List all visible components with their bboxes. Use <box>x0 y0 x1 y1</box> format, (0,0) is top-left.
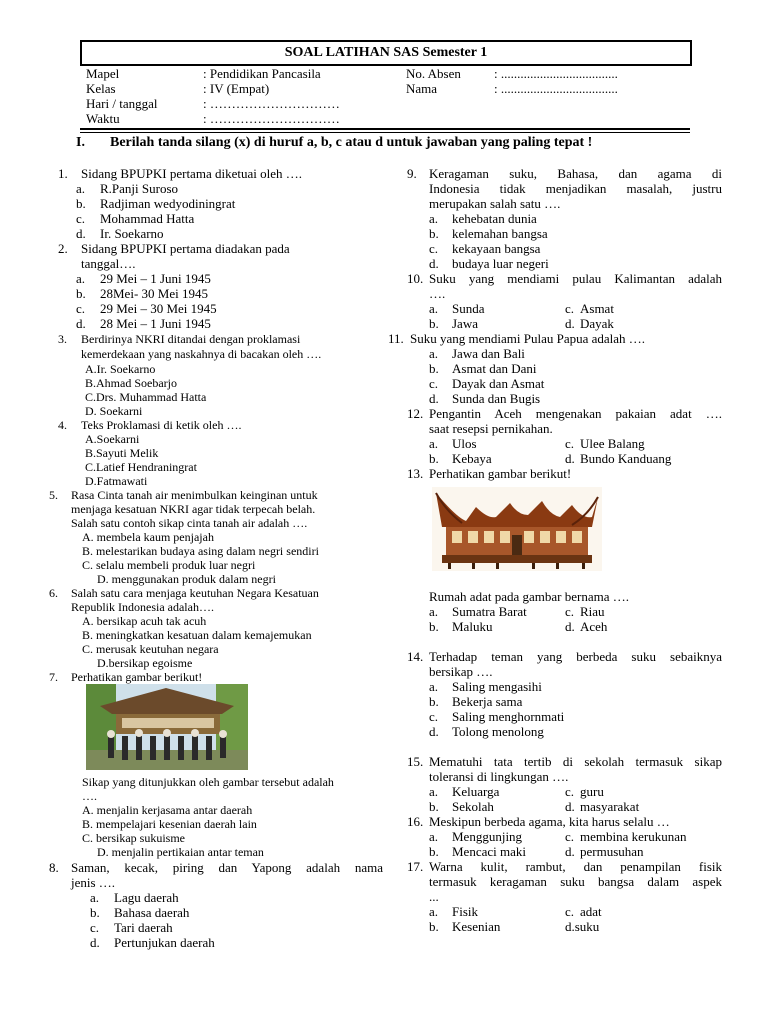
q17-c-text: adat <box>580 904 602 919</box>
q7-option-d: D. menjalin pertikaian antar teman <box>97 845 264 859</box>
kelas-value: : IV (Empat) <box>203 81 270 96</box>
q1-d-text: Ir. Soekarno <box>100 226 164 241</box>
q14-c-letter: c. <box>429 709 439 724</box>
page-title: SOAL LATIHAN SAS Semester 1 <box>80 40 692 66</box>
q6-option-c: C. merusak keutuhan negara <box>82 642 219 656</box>
q10-a-letter: a. <box>429 301 439 316</box>
q13-picture-rumah-gadang <box>432 487 602 571</box>
q5-text-line1: Rasa Cinta tanah air menimbulkan keinginan untuk <box>71 488 318 502</box>
q13-a-text: Sumatra Barat <box>452 604 527 619</box>
q14-a-text: Saling mengasihi <box>452 679 542 694</box>
q2-a-text: 29 Mei – 1 Juni 1945 <box>100 271 211 286</box>
q9-b-letter: b. <box>429 226 439 241</box>
absen-value: : .................................... <box>494 66 618 81</box>
q8-a-letter: a. <box>90 890 100 905</box>
q6-option-a: A. bersikap acuh tak acuh <box>82 614 207 628</box>
q3-text-line2: kemerdekaan yang naskahnya di bacakan oleh …. <box>81 347 322 361</box>
q5-option-d: D. menggunakan produk dalam negri <box>97 572 276 586</box>
q2-d-letter: d. <box>76 316 86 331</box>
q10-c-text: Asmat <box>580 301 614 316</box>
q12-c-text: Ulee Balang <box>580 436 645 451</box>
q15-b-text: Sekolah <box>452 799 494 814</box>
q1-c-letter: c. <box>76 211 86 226</box>
q7-number: 7. <box>49 670 58 684</box>
q7-option-c: C. bersikap sukuisme <box>82 831 185 845</box>
hari-value: : ………………………… <box>203 96 340 111</box>
q5-option-a: A. membela kaum penjajah <box>82 530 214 544</box>
q1-b-text: Radjiman wedyodiningrat <box>100 196 236 211</box>
nama-label: Nama <box>406 81 438 96</box>
q1-c-text: Mohammad Hatta <box>100 211 195 226</box>
q8-c-letter: c. <box>90 920 100 935</box>
q7-text: Perhatikan gambar berikut! <box>71 670 203 684</box>
q10-b-letter: b. <box>429 316 439 331</box>
q11-text: Suku yang mendiami Pulau Papua adalah …. <box>410 331 646 346</box>
q10-a-text: Sunda <box>452 301 485 316</box>
q10-number: 10. <box>407 271 424 286</box>
q13-a-letter: a. <box>429 604 439 619</box>
q11-b-letter: b. <box>429 361 439 376</box>
q9-c-letter: c. <box>429 241 439 256</box>
q16-text: Meskipun berbeda agama, kita harus selalu … <box>429 814 670 829</box>
header-rule-thick <box>80 128 690 130</box>
q14-b-text: Bekerja sama <box>452 694 523 709</box>
q14-d-text: Tolong menolong <box>452 724 544 739</box>
q5-option-b: B. melestarikan budaya asing dalam negri sendiri <box>82 544 319 558</box>
q17-text-line1: Warna kulit, rambut, dan penampilan fisik <box>429 859 722 874</box>
q10-b-text: Jawa <box>452 316 478 331</box>
q13-b-letter: b. <box>429 619 439 634</box>
q14-text-line2: bersikap …. <box>429 664 493 679</box>
q11-a-text: Jawa dan Bali <box>452 346 525 361</box>
q13-d-letter: d. <box>565 619 575 634</box>
q17-b-text: Kesenian <box>452 919 501 934</box>
q14-b-letter: b. <box>429 694 439 709</box>
q12-d-letter: d. <box>565 451 575 466</box>
q11-d-text: Sunda dan Bugis <box>452 391 541 406</box>
header-rule-thin <box>80 132 690 133</box>
q17-a-letter: a. <box>429 904 439 919</box>
q9-a-text: kehebatan dunia <box>452 211 537 226</box>
q9-d-letter: d. <box>429 256 439 271</box>
q11-d-letter: d. <box>429 391 439 406</box>
q8-a-text: Lagu daerah <box>114 890 179 905</box>
q12-text-line2: saat resepsi pernikahan. <box>429 421 553 436</box>
q2-c-letter: c. <box>76 301 86 316</box>
q15-text-line1: Mematuhi tata tertib di sekolah termasuk sikap <box>429 754 722 769</box>
nama-value: : .................................... <box>494 81 618 96</box>
q2-b-text: 28Mei- 30 Mei 1945 <box>100 286 208 301</box>
q16-a-letter: a. <box>429 829 439 844</box>
q11-b-text: Asmat dan Dani <box>452 361 537 376</box>
q1-text: Sidang BPUPKI pertama diketuai oleh …. <box>81 166 302 181</box>
q10-d-letter: d. <box>565 316 575 331</box>
q8-number: 8. <box>49 860 59 875</box>
waktu-value: : ………………………… <box>203 111 340 126</box>
q9-d-text: budaya luar negeri <box>452 256 549 271</box>
q12-text-line1: Pengantin Aceh mengenakan pakaian adat …. <box>429 406 722 421</box>
q6-option-d: D.bersikap egoisme <box>97 656 193 670</box>
q17-a-text: Fisik <box>452 904 479 919</box>
q13-text: Perhatikan gambar berikut! <box>429 466 572 481</box>
q2-text-line2: tanggal…. <box>81 256 136 271</box>
waktu-label: Waktu <box>86 111 120 126</box>
q13-text-line2: Rumah adat pada gambar bernama …. <box>429 589 629 604</box>
q12-a-text: Ulos <box>452 436 477 451</box>
q4-option-b: B.Sayuti Melik <box>85 446 159 460</box>
q15-b-letter: b. <box>429 799 439 814</box>
q14-text-line1: Terhadap teman yang berbeda suku sebaiknya <box>429 649 722 664</box>
q17-option-d: d.suku <box>565 919 600 934</box>
q3-option-a: A.Ir. Soekarno <box>85 362 156 376</box>
q4-number: 4. <box>58 418 67 432</box>
q12-b-letter: b. <box>429 451 439 466</box>
q13-b-text: Maluku <box>452 619 493 634</box>
q13-d-text: Aceh <box>580 619 608 634</box>
q15-a-letter: a. <box>429 784 439 799</box>
q4-option-c: C.Latief Hendraningrat <box>85 460 197 474</box>
q2-number: 2. <box>58 241 68 256</box>
section-instruction: Berilah tanda silang (x) di huruf a, b, c atau d untuk jawaban yang paling tepat ! <box>110 135 593 150</box>
q14-number: 14. <box>407 649 424 664</box>
q14-d-letter: d. <box>429 724 439 739</box>
q13-number: 13. <box>407 466 424 481</box>
q16-b-text: Mencaci maki <box>452 844 526 859</box>
kelas-label: Kelas <box>86 81 116 96</box>
q3-number: 3. <box>58 332 67 346</box>
q11-c-letter: c. <box>429 376 439 391</box>
q9-text-line3: merupakan salah satu …. <box>429 196 561 211</box>
q12-a-letter: a. <box>429 436 439 451</box>
q2-b-letter: b. <box>76 286 86 301</box>
q8-b-text: Bahasa daerah <box>114 905 190 920</box>
section-number: I. <box>76 135 85 150</box>
q15-number: 15. <box>407 754 424 769</box>
q2-c-text: 29 Mei – 30 Mei 1945 <box>100 301 217 316</box>
q14-a-letter: a. <box>429 679 439 694</box>
q3-text-line1: Berdirinya NKRI ditandai dengan proklamasi <box>81 332 301 346</box>
q1-b-letter: b. <box>76 196 86 211</box>
q10-text-line1: Suku yang mendiami pulau Kalimantan adalah <box>429 271 722 286</box>
q17-b-letter: b. <box>429 919 439 934</box>
q5-number: 5. <box>49 488 58 502</box>
q6-text-line2: Republik Indonesia adalah…. <box>71 600 214 614</box>
q12-d-text: Bundo Kanduang <box>580 451 672 466</box>
q15-a-text: Keluarga <box>452 784 500 799</box>
q7-option-a: A. menjalin kerjasama antar daerah <box>82 803 253 817</box>
q13-c-letter: c. <box>565 604 575 619</box>
q8-d-letter: d. <box>90 935 100 950</box>
q2-a-letter: a. <box>76 271 86 286</box>
q16-b-letter: b. <box>429 844 439 859</box>
mapel-label: Mapel <box>86 66 120 81</box>
q6-number: 6. <box>49 586 58 600</box>
q4-option-d: D.Fatmawati <box>85 474 148 488</box>
q8-c-text: Tari daerah <box>114 920 173 935</box>
q3-option-d: D. Soekarni <box>85 404 143 418</box>
q5-option-c: C. selalu membeli produk luar negri <box>82 558 256 572</box>
q5-text-line2: menjaga kesatuan NKRI agar tidak terpecah belah. <box>71 502 316 516</box>
q16-a-text: Menggunjing <box>452 829 523 844</box>
q15-text-line2: toleransi di lingkungan …. <box>429 769 569 784</box>
absen-label: No. Absen <box>406 66 461 81</box>
q10-d-text: Dayak <box>580 316 614 331</box>
q11-c-text: Dayak dan Asmat <box>452 376 545 391</box>
q9-c-text: kekayaan bangsa <box>452 241 541 256</box>
q8-text-line1: Saman, kecak, piring dan Yapong adalah nama <box>71 860 383 875</box>
q15-c-text: guru <box>580 784 604 799</box>
q17-text-line2: termasuk keragaman suku bangsa dalam aspek <box>429 874 722 889</box>
q1-d-letter: d. <box>76 226 86 241</box>
q8-d-text: Pertunjukan daerah <box>114 935 215 950</box>
q8-text-line2: jenis …. <box>71 875 116 890</box>
q9-a-letter: a. <box>429 211 439 226</box>
q15-d-text: masyarakat <box>580 799 640 814</box>
q16-d-text: permusuhan <box>580 844 644 859</box>
hari-label: Hari / tanggal <box>86 96 158 111</box>
q2-text-line1: Sidang BPUPKI pertama diadakan pada <box>81 241 290 256</box>
q3-option-b: B.Ahmad Soebarjo <box>85 376 177 390</box>
q1-number: 1. <box>58 166 68 181</box>
q9-b-text: kelemahan bangsa <box>452 226 548 241</box>
q11-a-letter: a. <box>429 346 439 361</box>
q9-number: 9. <box>407 166 417 181</box>
q17-number: 17. <box>407 859 424 874</box>
q6-option-b: B. meningkatkan kesatuan dalam kemajemukan <box>82 628 312 642</box>
q12-number: 12. <box>407 406 424 421</box>
q16-d-letter: d. <box>565 844 575 859</box>
q4-option-a: A.Soekarni <box>85 432 140 446</box>
q7-picture-house-carrying <box>86 684 248 770</box>
q16-c-text: membina kerukunan <box>580 829 687 844</box>
q7-text-line3: …. <box>82 789 97 803</box>
q12-c-letter: c. <box>565 436 575 451</box>
q17-text-line3: ... <box>429 889 439 904</box>
q12-b-text: Kebaya <box>452 451 492 466</box>
q9-text-line2: Indonesia tidak menjadikan masalah, justru <box>429 181 722 196</box>
q9-text-line1: Keragaman suku, Bahasa, dan agama di <box>429 166 722 181</box>
q6-text-line1: Salah satu cara menjaga keutuhan Negara Kesatuan <box>71 586 319 600</box>
q15-c-letter: c. <box>565 784 575 799</box>
q11-number: 11. <box>388 331 404 346</box>
q16-c-letter: c. <box>565 829 575 844</box>
q2-d-text: 28 Mei – 1 Juni 1945 <box>100 316 211 331</box>
mapel-value: : Pendidikan Pancasila <box>203 66 321 81</box>
q10-text-line2: …. <box>429 286 446 301</box>
q3-option-c: C.Drs. Muhammad Hatta <box>85 390 207 404</box>
q4-text: Teks Proklamasi di ketik oleh …. <box>81 418 242 432</box>
q16-number: 16. <box>407 814 424 829</box>
q14-c-text: Saling menghornmati <box>452 709 565 724</box>
q7-option-b: B. mempelajari kesenian daerah lain <box>82 817 257 831</box>
q13-c-text: Riau <box>580 604 605 619</box>
q8-b-letter: b. <box>90 905 100 920</box>
q1-a-text: R.Panji Suroso <box>100 181 179 196</box>
q1-a-letter: a. <box>76 181 86 196</box>
q7-text-line2: Sikap yang ditunjukkan oleh gambar tersebut adalah <box>82 775 334 789</box>
q17-c-letter: c. <box>565 904 575 919</box>
q15-d-letter: d. <box>565 799 575 814</box>
q10-c-letter: c. <box>565 301 575 316</box>
q5-text-line3: Salah satu contoh sikap cinta tanah air adalah …. <box>71 516 308 530</box>
